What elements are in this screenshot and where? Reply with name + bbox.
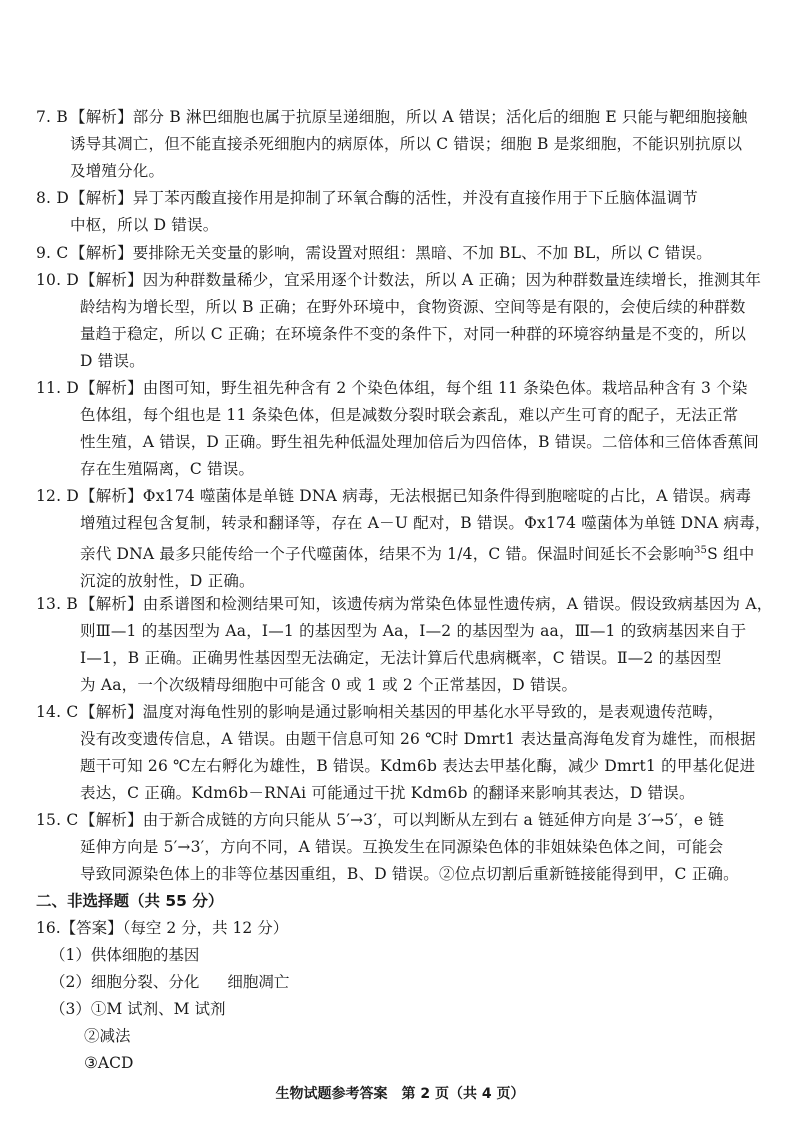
explanation-line: 龄结构为增长型，所以 B 正确；在野外环境中，食物资源、空间等是有限的，会使后续的种群数: [80, 298, 746, 316]
explanation-line: 增殖过程包含复制，转录和翻译等，存在 A－U 配对，B 错误。Φx174 噬菌体为单链 DNA 病毒，: [80, 514, 771, 532]
section-heading: 二、非选择题（共 55 分）: [36, 892, 224, 910]
explanation-line: 【解析】部分 B 淋巴细胞也属于抗原呈递细胞，所以 A 错误；活化后的细胞 E 只能与靶细胞接触: [70, 108, 748, 126]
question-10: [36, 267, 764, 375]
q16-answer-2-part2: 细胞凋亡: [227, 973, 290, 991]
question-number: 12. D: [36, 487, 80, 505]
question-number: 14. C: [36, 703, 79, 721]
page-footer: 生物试题参考答案 第 2 页（共 4 页）: [275, 1086, 525, 1102]
q16-answer-3: （3）①M 试剂、M 试剂: [50, 1000, 226, 1018]
explanation-line: 表达，C 正确。Kdm6b－RNAi 可能通过干扰 Kdm6b 的翻译来影响其表达，D 错误。: [80, 784, 695, 802]
explanation-line: 亲代 DNA 最多只能传给一个子代噬菌体，结果不为 1/4，C 错。保温时间延长不会影响: [80, 545, 694, 564]
explanation-line: 【解析】温度对海龟性别的影响是通过影响相关基因的甲基化水平导致的，是表观遗传范畴，: [80, 703, 724, 721]
q16-answer-1: （1）供体细胞的基因: [50, 946, 200, 964]
question-number: 13. B: [36, 595, 78, 613]
explanation-line: 【解析】由系谱图和检测结果可知，该遗传病为常染色体显性遗传病，A 错误。假设致病基因为 A，: [80, 595, 773, 613]
explanation-line: 诱导其凋亡，但不能直接杀死细胞内的病原体，所以 C 错误；细胞 B 是浆细胞，不能识别抗原以: [70, 135, 743, 153]
q16-answer-2: [50, 969, 289, 996]
explanation-line: 【解析】由图可知，野生祖先种含有 2 个染色体组，每个组 11 条染色体。栽培品种含有 3 个染: [80, 379, 748, 397]
q16-answer-3-2: ②减法: [84, 1027, 131, 1045]
question-14: [36, 699, 764, 807]
question-number: 7. B: [36, 108, 68, 126]
explanation-line: 导致同源染色体上的非等位基因重组，B、D 错误。②位点切割后重新链接能得到甲，C 正确。: [80, 865, 739, 883]
explanation-line: 则Ⅲ—1 的基因型为 Aa，Ⅰ—1 的基因型为 Aa，Ⅰ—2 的基因型为 aa，Ⅲ—1 的致病基因来自于: [80, 622, 747, 640]
explanation-line: 存在生殖隔离，C 错误。: [80, 460, 255, 478]
question-15: [36, 807, 764, 888]
explanation-line: 【解析】因为种群数量稀少，宜采用逐个计数法，所以 A 正确；因为种群数量连续增长，推测其年: [80, 271, 762, 289]
q16-answer-2-part1: （2）细胞分裂、分化: [50, 973, 200, 991]
question-number: 8. D: [36, 189, 69, 207]
question-13: [36, 591, 773, 699]
question-9: [36, 240, 764, 267]
question-8: [36, 185, 764, 239]
explanation-line: 【解析】由于新合成链的方向只能从 5′→3′，可以判断从左到右 a 链延伸方向是 3′→5′，e 链: [80, 811, 725, 829]
explanation-line: 中枢，所以 D 错误。: [70, 216, 219, 234]
q16-answer-3-3: ③ACD: [84, 1054, 134, 1072]
question-11: [36, 375, 764, 483]
explanation-line: 【解析】要排除无关变量的影响，需设置对照组：黑暗、不加 BL、不加 BL，所以 C 错误。: [70, 244, 712, 262]
explanation-line: 题干可知 26 ℃左右孵化为雄性，B 错误。Kdm6b 表达去甲基化酶，减少 Dmrt1 的甲基化促进: [80, 757, 756, 775]
superscript: 35: [694, 545, 708, 556]
explanation-line: 沉淀的放射性，D 正确。: [80, 572, 255, 591]
explanation-line: 量趋于稳定，所以 C 正确；在环境条件不变的条件下，对同一种群的环境容纳量是不变的，所以: [80, 325, 747, 343]
explanation-line: D 错误。: [80, 352, 145, 370]
question-16-header: 16.【答案】（每空 2 分，共 12 分）: [36, 919, 289, 937]
question-number: 10. D: [36, 271, 80, 289]
question-7: [36, 104, 764, 185]
question-number: 15. C: [36, 811, 79, 829]
question-number: 11. D: [36, 379, 80, 397]
question-12: [36, 483, 771, 595]
explanation-line: 色体组，每个组也是 11 条染色体，但是减数分裂时联会紊乱，难以产生可育的配子，无法正常: [80, 406, 739, 424]
explanation-line: Ⅰ—1，B 正确。正确男性基因型无法确定，无法计算后代患病概率，C 错误。Ⅱ—2 的基因型: [80, 649, 722, 667]
explanation-line: 【解析】Φx174 噬菌体是单链 DNA 病毒，无法根据已知条件得到胞嘧啶的占比，A 错误。病毒: [80, 487, 752, 505]
explanation-line: 延伸方向是 5′→3′，方向不同，A 错误。互换发生在同源染色体的非姐妹染色体之间，可能会: [80, 838, 724, 856]
explanation-line-tail: S 组中: [707, 545, 755, 564]
question-number: 9. C: [36, 244, 69, 262]
explanation-line: 性生殖，A 错误，D 正确。野生祖先种低温处理加倍后为四倍体，B 错误。二倍体和三倍体香蕉间: [80, 433, 759, 451]
explanation-line: 【解析】异丁苯丙酸直接作用是抑制了环氧合酶的活性，并没有直接作用于下丘脑体温调节: [70, 189, 699, 207]
explanation-line: 及增殖分化。: [70, 162, 165, 180]
explanation-line: 为 Aa，一个次级精母细胞中可能含 0 或 1 或 2 个正常基因，D 错误。: [80, 676, 578, 694]
explanation-line: 没有改变遗传信息，A 错误。由题干信息可知 26 ℃时 Dmrt1 表达量高海龟发育为雄性，而根据: [80, 730, 756, 748]
